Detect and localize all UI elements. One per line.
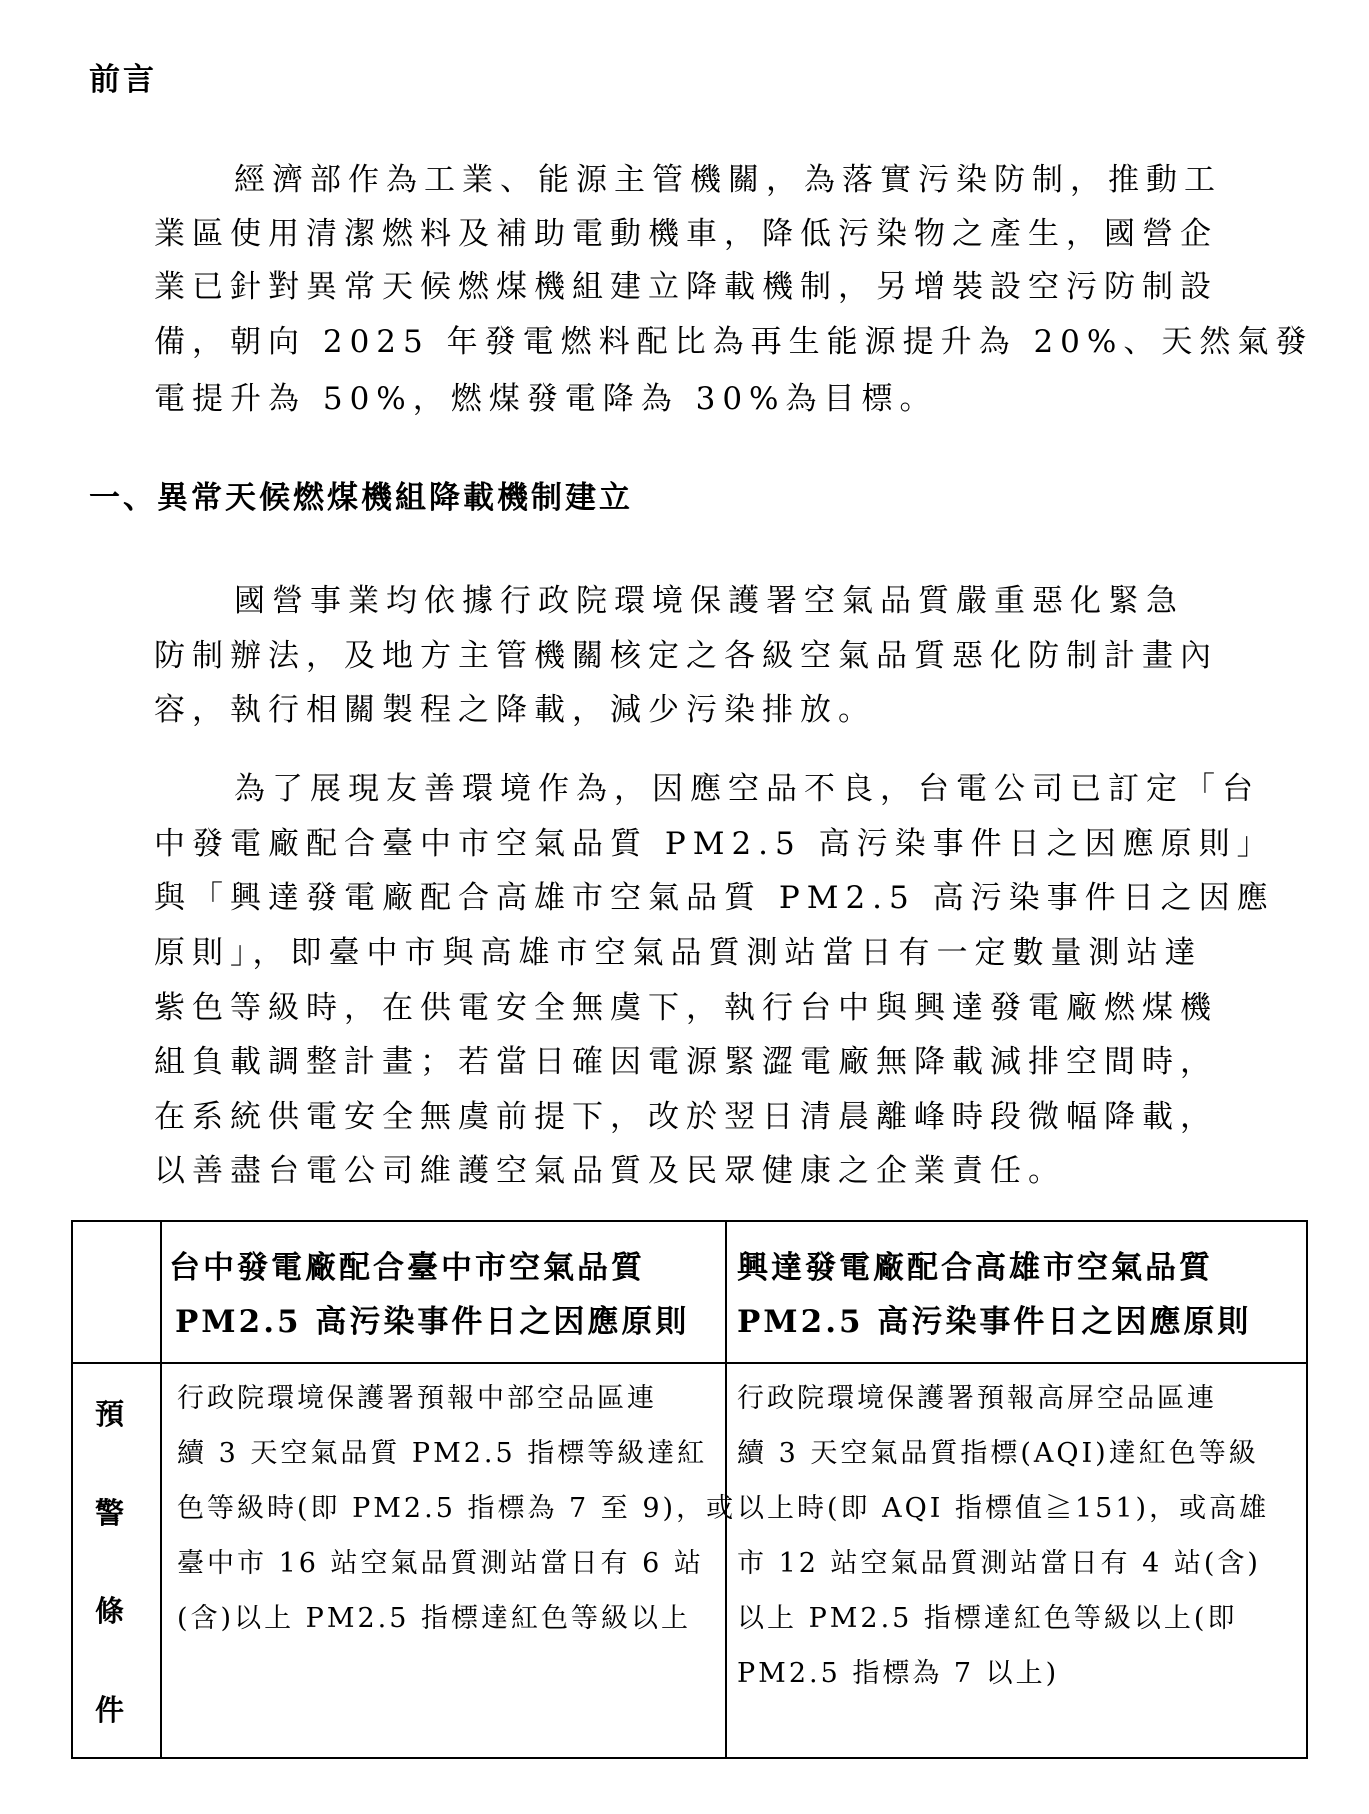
col2-body-line: 行政院環境保護署預報高屏空品區連 [737, 1383, 1217, 1414]
text-line: 原則」，即臺中市與高雄市空氣品質測站當日有一定數量測站達 [154, 935, 1203, 971]
col2-body-line: 以上 PM2.5 指標達紅色等級以上(即 [737, 1603, 1238, 1634]
col1-body-line: 行政院環境保護署預報中部空品區連 [177, 1383, 657, 1414]
text-line: 與「興達發電廠配合高雄市空氣品質 PM2.5 高污染事件日之因應 [154, 880, 1275, 916]
row-label-char: 警 [95, 1496, 125, 1530]
col1-header-line: 台中發電廠配合臺中市空氣品質 [169, 1250, 645, 1286]
text-line: 容，執行相關製程之降載，減少污染排放。 [154, 692, 876, 728]
col2-body-line: 以上時(即 AQI 指標值≧151)，或高雄 [737, 1493, 1270, 1524]
comparison-table [71, 1220, 1308, 1759]
row-label-char: 條 [95, 1594, 125, 1628]
column-divider [725, 1222, 727, 1757]
column-divider [160, 1222, 162, 1757]
text-line: 組負載調整計畫；若當日確因電源緊澀電廠無降載減排空間時， [154, 1044, 1218, 1080]
col1-header-line: PM2.5 高污染事件日之因應原則 [175, 1304, 690, 1340]
col1-body-line: 臺中市 16 站空氣品質測站當日有 6 站 [177, 1548, 704, 1579]
text-line: 防制辦法，及地方主管機關核定之各級空氣品質惡化防制計畫內 [154, 638, 1218, 674]
row-label-char: 預 [95, 1397, 125, 1431]
text-line: 為了展現友善環境作為，因應空品不良，台電公司已訂定「台 [234, 771, 1260, 807]
text-line: 國營事業均依據行政院環境保護署空氣品質嚴重惡化緊急 [234, 583, 1184, 619]
row-label-char: 件 [95, 1693, 125, 1727]
col2-body-line: 市 12 站空氣品質測站當日有 4 站(含) [737, 1548, 1261, 1579]
text-line: 中發電廠配合臺中市空氣品質 PM2.5 高污染事件日之因應原則」 [154, 826, 1275, 862]
col2-header-line: 興達發電廠配合高雄市空氣品質 [737, 1250, 1213, 1286]
header-divider [73, 1362, 1306, 1364]
text-line: 紫色等級時，在供電安全無虞下，執行台中與興達發電廠燃煤機 [154, 990, 1218, 1026]
text-line: 電提升為 50%，燃煤發電降為 30%為目標。 [154, 381, 938, 417]
section-1-title: 一、異常天候燃煤機組降載機制建立 [89, 480, 633, 516]
text-line: 以善盡台電公司維護空氣品質及民眾健康之企業責任。 [154, 1153, 1066, 1189]
col2-body-line: PM2.5 指標為 7 以上) [737, 1658, 1060, 1689]
col1-body-line: 色等級時(即 PM2.5 指標為 7 至 9)，或 [177, 1493, 737, 1524]
col1-body-line: (含)以上 PM2.5 指標達紅色等級以上 [177, 1603, 691, 1634]
col2-header-line: PM2.5 高污染事件日之因應原則 [737, 1304, 1252, 1340]
text-line: 業區使用清潔燃料及補助電動機車，降低污染物之產生，國營企 [154, 216, 1218, 252]
preface-title: 前言 [89, 62, 157, 98]
col2-body-line: 續 3 天空氣品質指標(AQI)達紅色等級 [737, 1438, 1259, 1469]
text-line: 在系統供電安全無虞前提下，改於翌日清晨離峰時段微幅降載， [154, 1099, 1218, 1135]
text-line: 經濟部作為工業、能源主管機關，為落實污染防制，推動工 [234, 162, 1222, 198]
col1-body-line: 續 3 天空氣品質 PM2.5 指標等級達紅 [177, 1438, 708, 1469]
text-line: 業已針對異常天候燃煤機組建立降載機制，另增裝設空污防制設 [154, 269, 1218, 305]
text-line: 備，朝向 2025 年發電燃料配比為再生能源提升為 20%、天然氣發 [154, 324, 1314, 360]
